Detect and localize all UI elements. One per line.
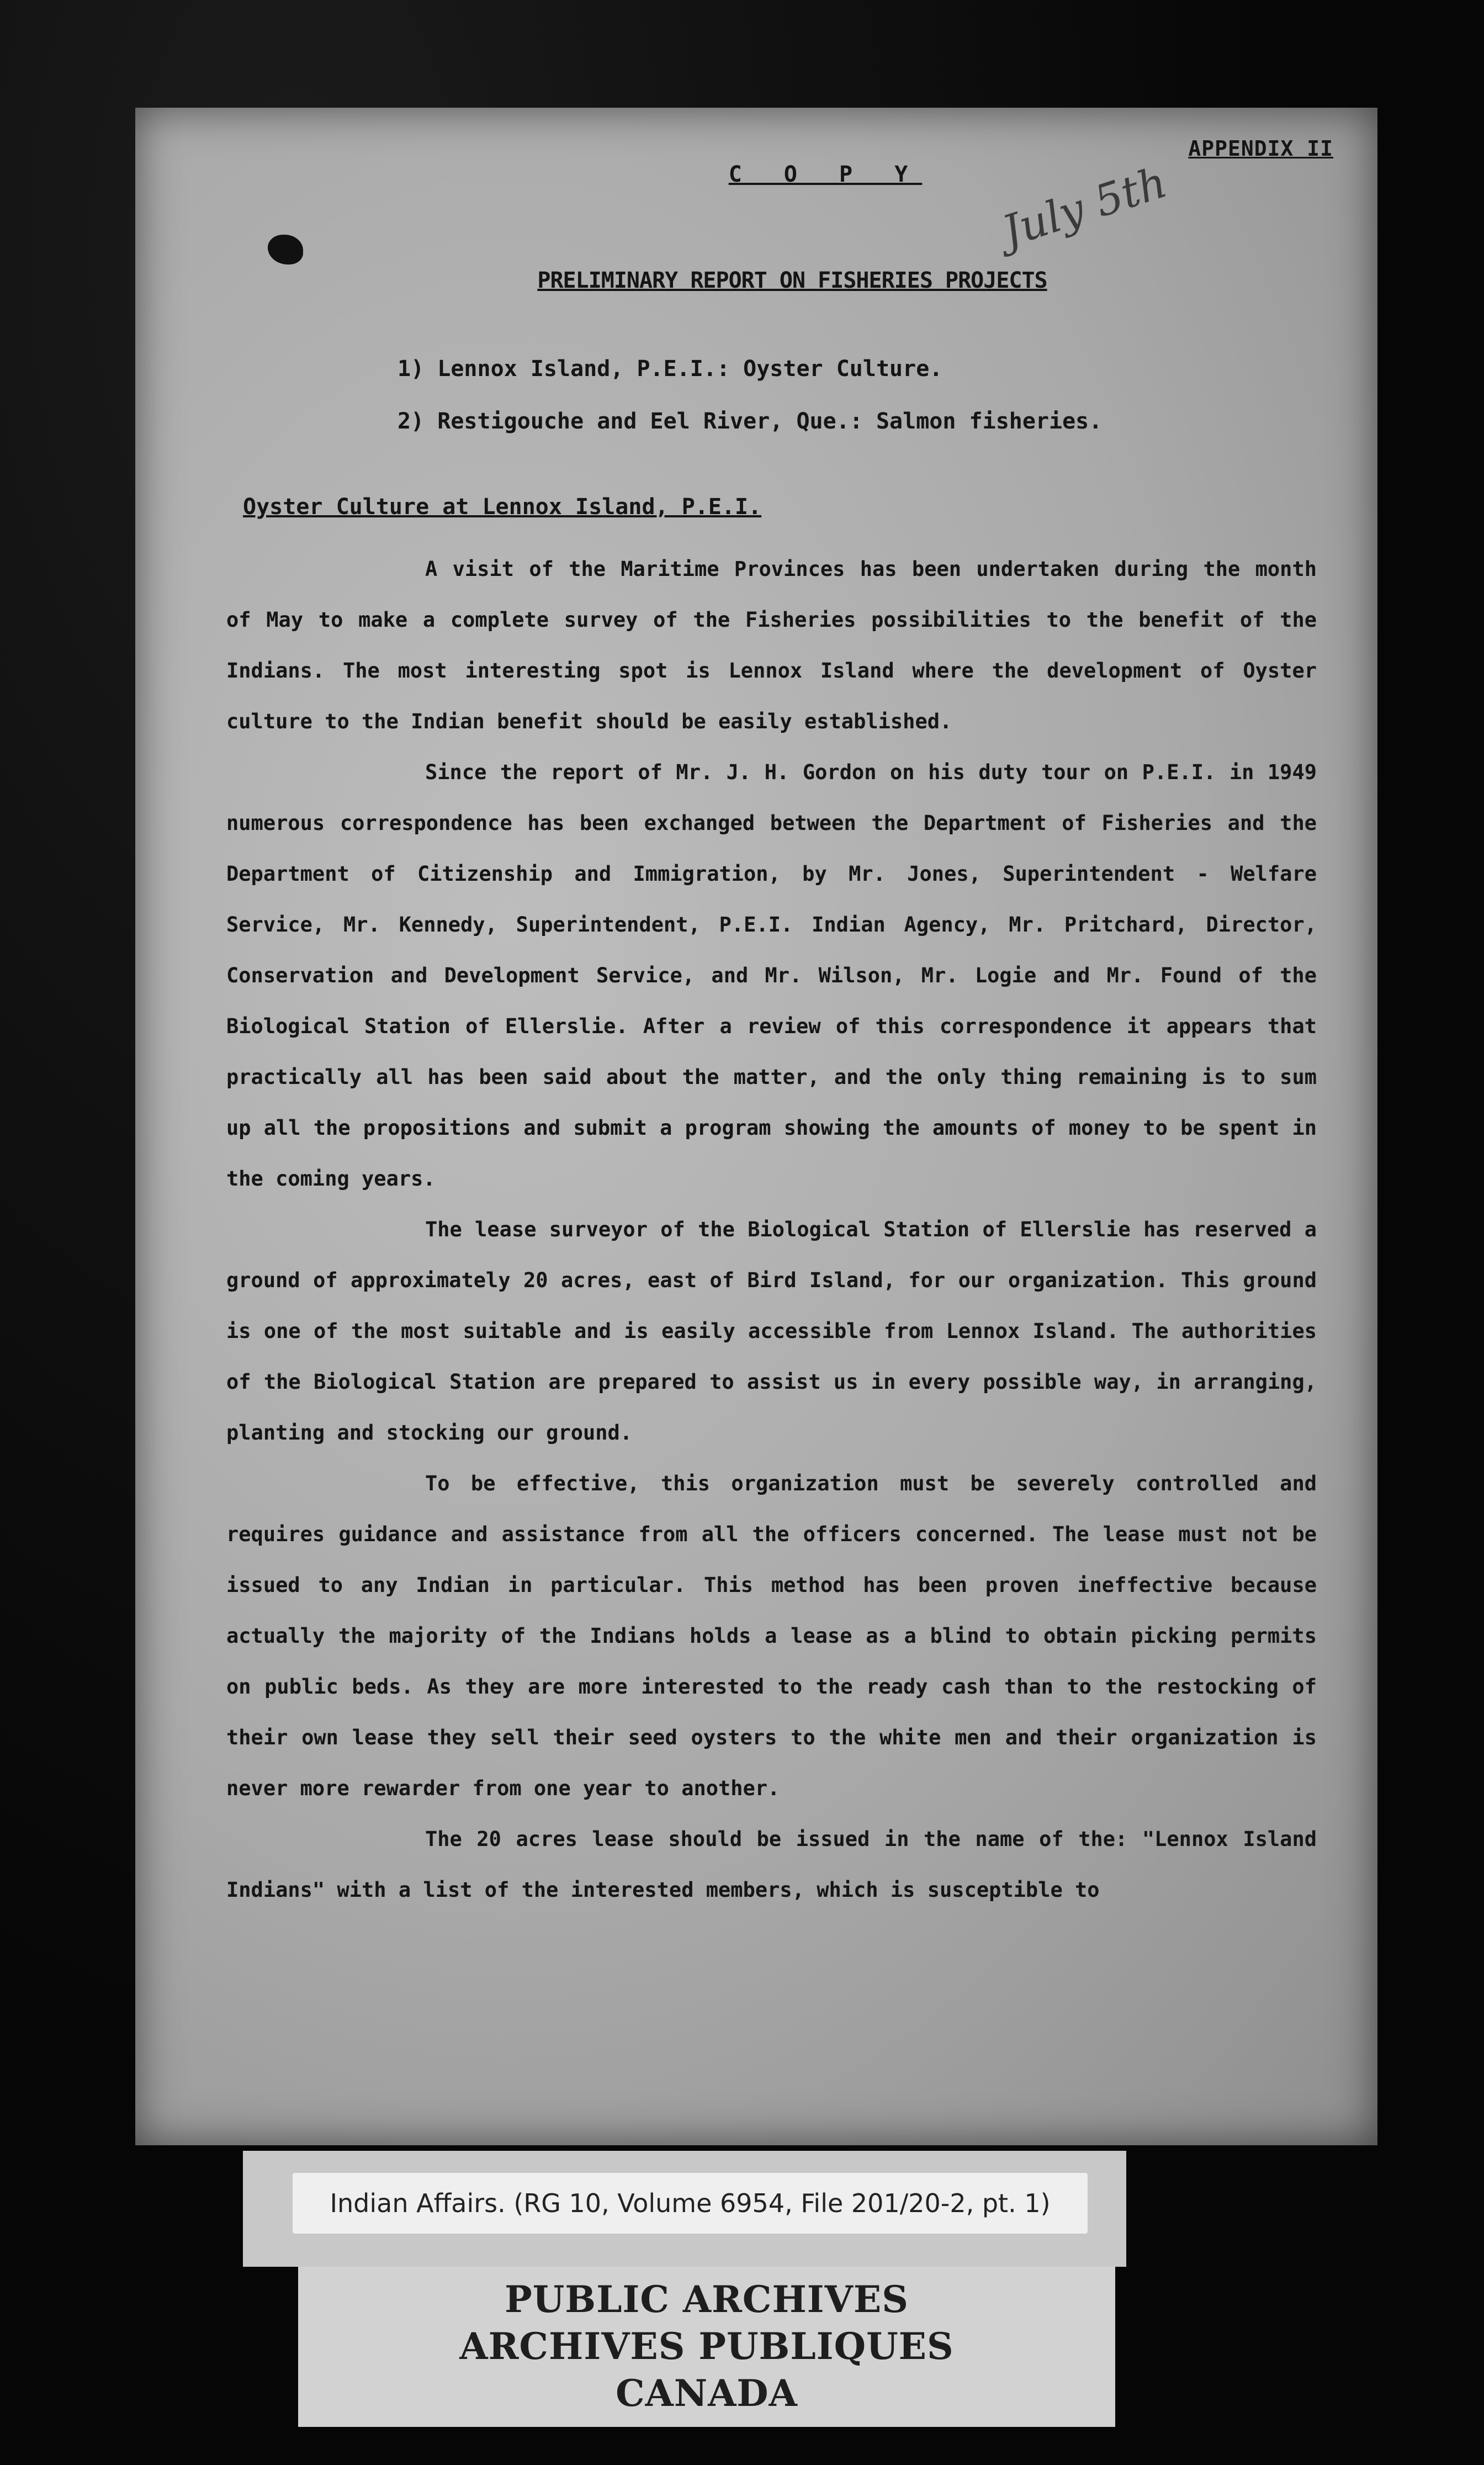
stamp-line-1: PUBLIC ARCHIVES <box>505 2278 909 2321</box>
project-item-2: 2) Restigouche and Eel River, Que.: Salmon fisheries. <box>398 409 1103 434</box>
section-heading: Oyster Culture at Lennox Island, P.E.I. <box>243 494 762 520</box>
paragraph-5: The 20 acres lease should be issued in the name of the: "Lennox Island Indians" with a list of the interested members, which is susceptible to <box>226 1827 1317 1902</box>
stamp-line-3: CANADA <box>616 2372 798 2415</box>
copy-label: C O P Y <box>728 162 923 187</box>
paragraph-3: The lease surveyor of the Biological Station of Ellerslie has reserved a ground of approximately 20 acres, east of Bird Island, for our organization. This ground is one of the most suitable and is easily accessible from Lennox Island. The authorities of the Biological Station are prepared to assist us in every possible way, in arranging, planting and stocking our ground. <box>226 1218 1317 1445</box>
handwritten-date: July 5th <box>997 157 1173 257</box>
project-item-1: 1) Lennox Island, P.E.I.: Oyster Culture. <box>398 356 943 382</box>
archive-stamp <box>298 2267 1115 2427</box>
paragraph-4: To be effective, this organization must be severely controlled and requires guidance and assistance from all the officers concerned. The lease must not be issued to any Indian in particular. This method has been proven ineffective because actually the majority of the Indians holds a lease as a blind to obtain picking permits on public beds. As they are more interested to the ready cash than to the restocking of their own lease they sell their seed oysters to the white men and their organization is never more rewarder from one year to another. <box>226 1472 1317 1800</box>
archive-citation: Indian Affairs. (RG 10, Volume 6954, File 201/20-2, pt. 1) <box>293 2173 1088 2234</box>
paragraph-1: A visit of the Maritime Provinces has been undertaken during the month of May to make a complete survey of the Fisheries possibilities to the benefit of the Indians. The most interesting spot is Lennox Island where the development of Oyster culture to the Indian benefit should be easily established. <box>226 557 1317 733</box>
paragraph-2: Since the report of Mr. J. H. Gordon on his duty tour on P.E.I. in 1949 numerous correspondence has been exchanged between the Department of Fisheries and the Department of Citizenship and Immigration, by Mr. Jones, Superintendent - Welfare Service, Mr. Kennedy, Superintendent, P.E.I. Indian Agency, Mr. Pritchard, Director, Conservation and Development Service, and Mr. Wilson, Mr. Logie and Mr. Found of the Biological Station of Ellerslie. After a review of this correspondence it appears that practically all has been said about the matter, and the only thing remaining is to sum up all the propositions and submit a program showing the amounts of money to be spent in the coming years. <box>226 760 1317 1191</box>
document-page <box>135 108 1377 2145</box>
report-title: PRELIMINARY REPORT ON FISHERIES PROJECTS <box>537 268 1047 293</box>
stamp-line-2: ARCHIVES PUBLIQUES <box>459 2325 954 2368</box>
ink-blot <box>268 235 303 265</box>
appendix-label: APPENDIX II <box>1188 136 1333 161</box>
report-body <box>226 544 1317 1916</box>
